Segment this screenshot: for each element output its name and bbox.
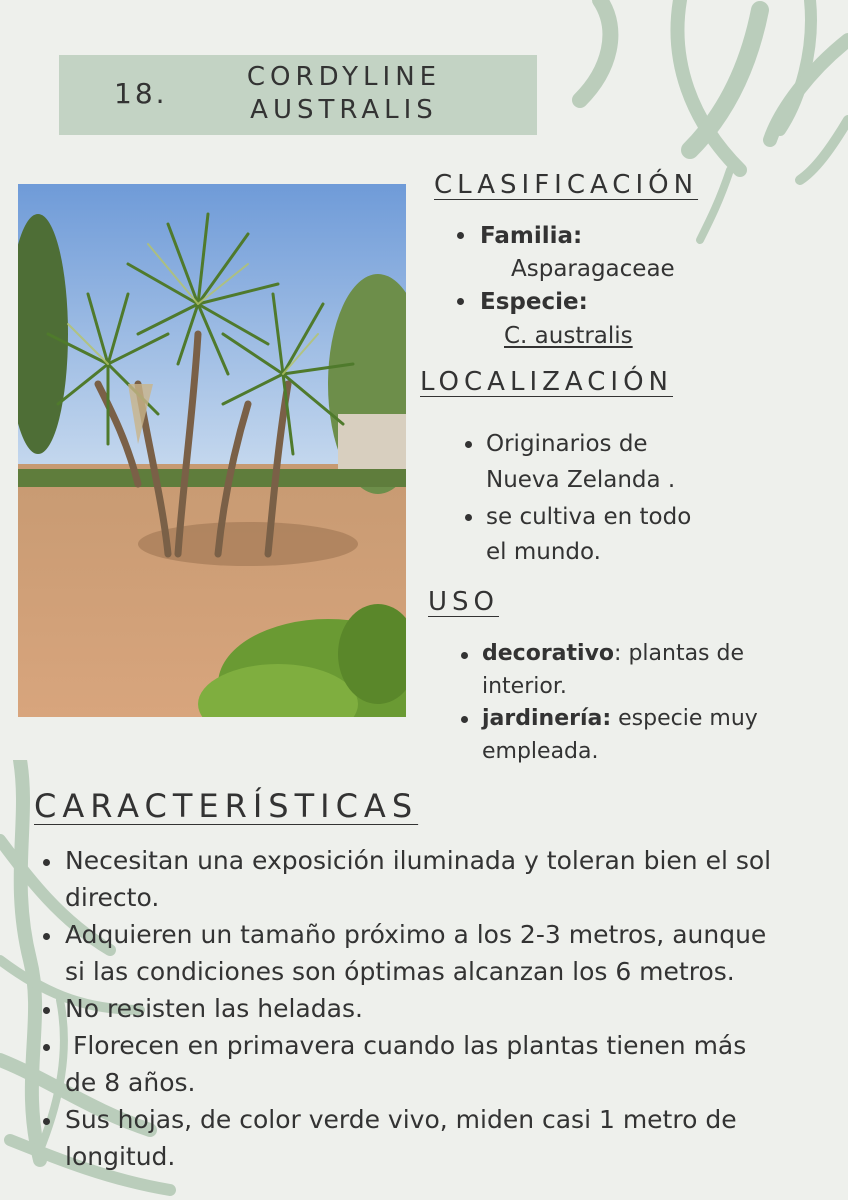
caracteristica-1-line1: Necesitan una exposición iluminada y toleran bien el sol <box>65 846 772 875</box>
bullet-icon <box>457 298 464 305</box>
localizacion-item-1-line2: Nueva Zelanda . <box>486 467 676 493</box>
bullet-icon <box>457 232 464 239</box>
caracteristica-3-line1: No resisten las heladas. <box>65 994 363 1023</box>
bullet-icon <box>43 1007 50 1014</box>
bullet-icon <box>43 933 50 940</box>
localizacion-item-2-line2: el mundo. <box>486 539 601 565</box>
caracteristica-5-line1: Sus hojas, de color verde vivo, miden casi 1 metro de <box>65 1105 737 1134</box>
uso-item-2-line2: empleada. <box>482 739 599 764</box>
bullet-icon <box>43 1044 50 1051</box>
uso-item-1-line1 <box>482 637 744 671</box>
uso-item-2-label: jardinería: <box>482 706 612 731</box>
bullet-icon <box>465 441 472 448</box>
uso-title: USO <box>428 587 499 617</box>
uso-item-2-line1 <box>482 702 758 736</box>
uso-item-2-text: especie muy <box>611 706 758 731</box>
plant-number: 18. <box>114 77 168 110</box>
bullet-icon <box>465 514 472 521</box>
caracteristica-5-line2: longitud. <box>65 1142 176 1171</box>
bullet-icon <box>43 859 50 866</box>
uso-item-1-label: decorativo <box>482 641 615 666</box>
bullet-icon <box>43 1118 50 1125</box>
plant-name <box>229 61 459 127</box>
clasificacion-title: CLASIFICACIÓN <box>434 170 699 200</box>
especie-value: C. australis <box>504 323 633 349</box>
localizacion-item-1-line1: Originarios de <box>486 431 648 457</box>
localizacion-title: LOCALIZACIÓN <box>420 367 673 397</box>
leaf-decoration-top-right <box>560 0 848 250</box>
uso-item-1-text: : plantas de <box>614 641 745 666</box>
caracteristica-4-line2: de 8 años. <box>65 1068 196 1097</box>
familia-value: Asparagaceae <box>511 256 675 282</box>
caracteristica-2-line2: si las condiciones son óptimas alcanzan los 6 metros. <box>65 957 735 986</box>
uso-item-1-line2: interior. <box>482 674 567 699</box>
especie-label: Especie: <box>480 289 588 315</box>
title-banner <box>59 55 537 135</box>
bullet-icon <box>461 716 468 723</box>
familia-label: Familia: <box>480 223 583 249</box>
localizacion-item-2-line1: se cultiva en todo <box>486 504 692 530</box>
caracteristica-1-line2: directo. <box>65 883 160 912</box>
plant-name-line1: CORDYLINE <box>246 62 442 92</box>
caracteristicas-title: CARACTERÍSTICAS <box>34 787 419 825</box>
plant-photo <box>18 184 406 717</box>
bullet-icon <box>461 652 468 659</box>
plant-name-line2: AUSTRALIS <box>250 95 438 125</box>
caracteristica-4-line1: Florecen en primavera cuando las plantas tienen más <box>65 1031 747 1060</box>
caracteristica-2-line1: Adquieren un tamaño próximo a los 2-3 metros, aunque <box>65 920 767 949</box>
